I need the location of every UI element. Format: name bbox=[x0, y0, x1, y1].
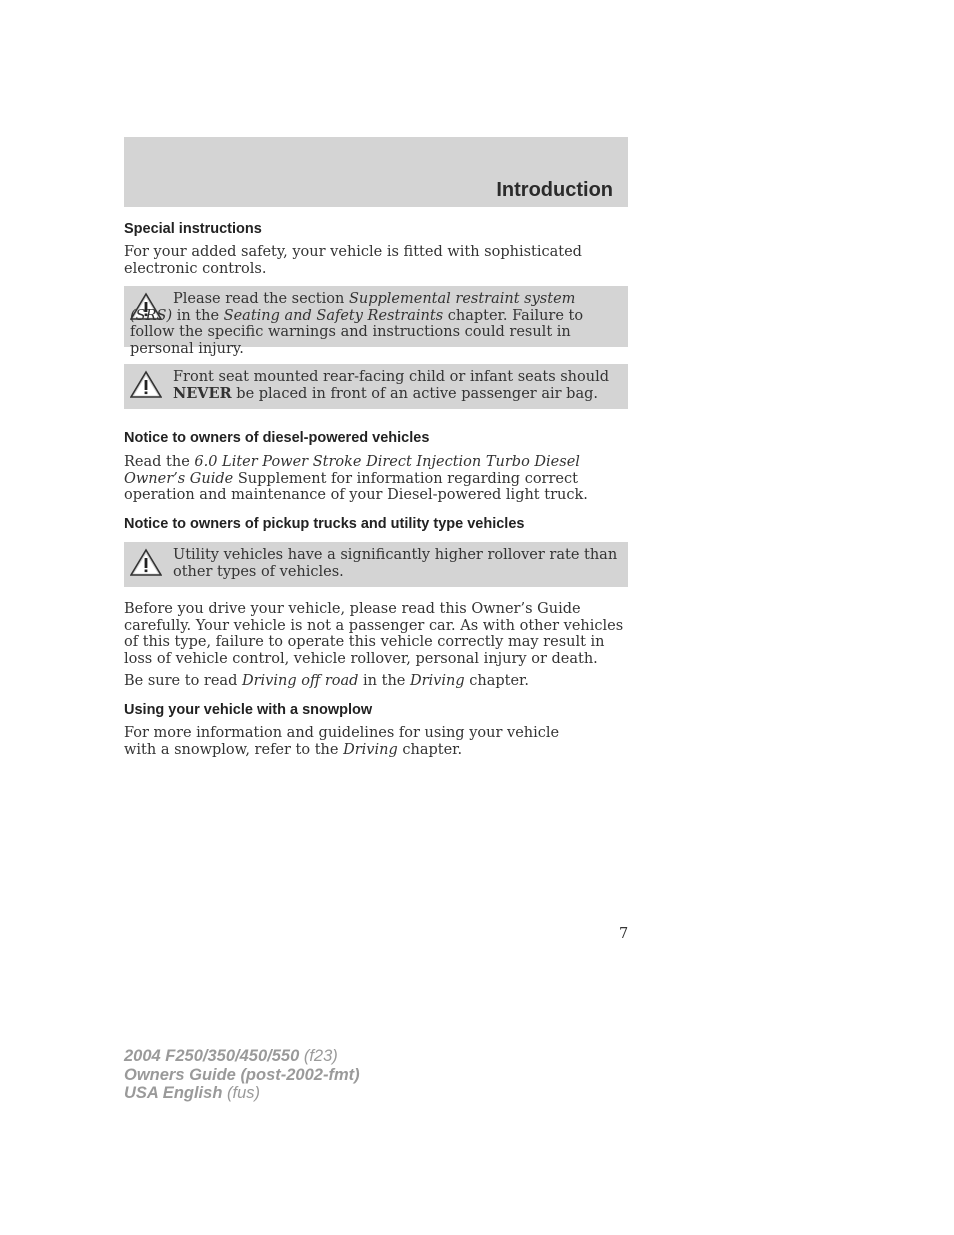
text-italic: Driving off road bbox=[241, 673, 359, 689]
heading-diesel: Notice to owners of diesel-powered vehicles bbox=[124, 430, 430, 446]
text-part: chapter. bbox=[464, 673, 529, 689]
heading-snowplow: Using your vehicle with a snowplow bbox=[124, 702, 373, 718]
warning-text-part: in the bbox=[172, 307, 224, 324]
warning-triangle-icon bbox=[130, 370, 162, 398]
warning-text-rollover: Utility vehicles have a significantly higher rollover rate than other types of vehicles. bbox=[173, 547, 618, 580]
text-part: chapter. bbox=[397, 741, 463, 758]
warning-text-srs bbox=[130, 291, 618, 357]
footer-line-2: Owners Guide (post-2002-fmt) bbox=[124, 1065, 360, 1084]
page-number: 7 bbox=[619, 926, 629, 942]
paragraph-pickup: Before you drive your vehicle, please read this Owner’s Guide carefully. Your vehicle is not a passenger car. As with other vehicles of this type, failure to operate this vehicle correctly may result in loss of vehicle control, vehicle rollover, personal injury or death. bbox=[124, 601, 624, 667]
text-italic: Driving bbox=[409, 673, 465, 689]
warning-box-child-seat bbox=[124, 364, 628, 409]
footer-model: 2004 F250/350/450/550 bbox=[124, 1047, 300, 1065]
footer-line-1 bbox=[124, 1047, 360, 1066]
footer-document-info bbox=[124, 1047, 360, 1103]
footer-language-code: (fus) bbox=[222, 1084, 260, 1102]
warning-text-bold: NEVER bbox=[173, 384, 232, 402]
heading-special-instructions: Special instructions bbox=[124, 221, 262, 237]
text-part: Read the bbox=[124, 454, 195, 470]
warning-text-child-seat bbox=[173, 369, 618, 402]
text-italic: 6.0 Liter Power Stroke Direct Injection Turbo Diesel Owner’s Guide bbox=[124, 454, 580, 487]
warning-text-part: be placed in front of an active passenger air bag. bbox=[231, 385, 598, 402]
chapter-title: Introduction bbox=[496, 179, 613, 201]
text-italic: Driving bbox=[343, 741, 398, 758]
warning-triangle-icon bbox=[130, 548, 162, 576]
paragraph-special-instructions: For your added safety, your vehicle is fitted with sophisticated electronic controls. bbox=[124, 244, 582, 277]
warning-text-italic: Seating and Safety Restraints bbox=[223, 307, 444, 324]
warning-box-srs bbox=[124, 286, 628, 357]
footer-language: USA English bbox=[124, 1084, 223, 1102]
warning-text-part: chapter. Failure to follow the specific warnings and instructions could result in personal injury. bbox=[130, 307, 584, 357]
header-band bbox=[124, 137, 628, 207]
warning-box-rollover bbox=[124, 542, 628, 587]
footer-line-3 bbox=[124, 1084, 360, 1103]
paragraph-diesel bbox=[124, 454, 630, 504]
warning-text-italic: Supplemental restraint system (SRS) bbox=[130, 291, 576, 324]
paragraph-driving-off-road bbox=[124, 673, 630, 690]
text-part: For more information and guidelines for using your vehicle with a snowplow, refer to the bbox=[124, 725, 560, 758]
footer-model-code: (f23) bbox=[299, 1047, 338, 1065]
heading-pickup: Notice to owners of pickup trucks and utility type vehicles bbox=[124, 516, 525, 532]
text-part: Supplement for information regarding correct operation and maintenance of your Diesel-powered light truck. bbox=[124, 470, 588, 504]
warning-text-part: Please read the section bbox=[173, 291, 349, 307]
paragraph-snowplow bbox=[124, 725, 594, 758]
warning-text-part: Front seat mounted rear-facing child or infant seats should bbox=[173, 369, 610, 385]
text-part: Be sure to read bbox=[124, 673, 242, 689]
text-part: in the bbox=[358, 673, 410, 689]
